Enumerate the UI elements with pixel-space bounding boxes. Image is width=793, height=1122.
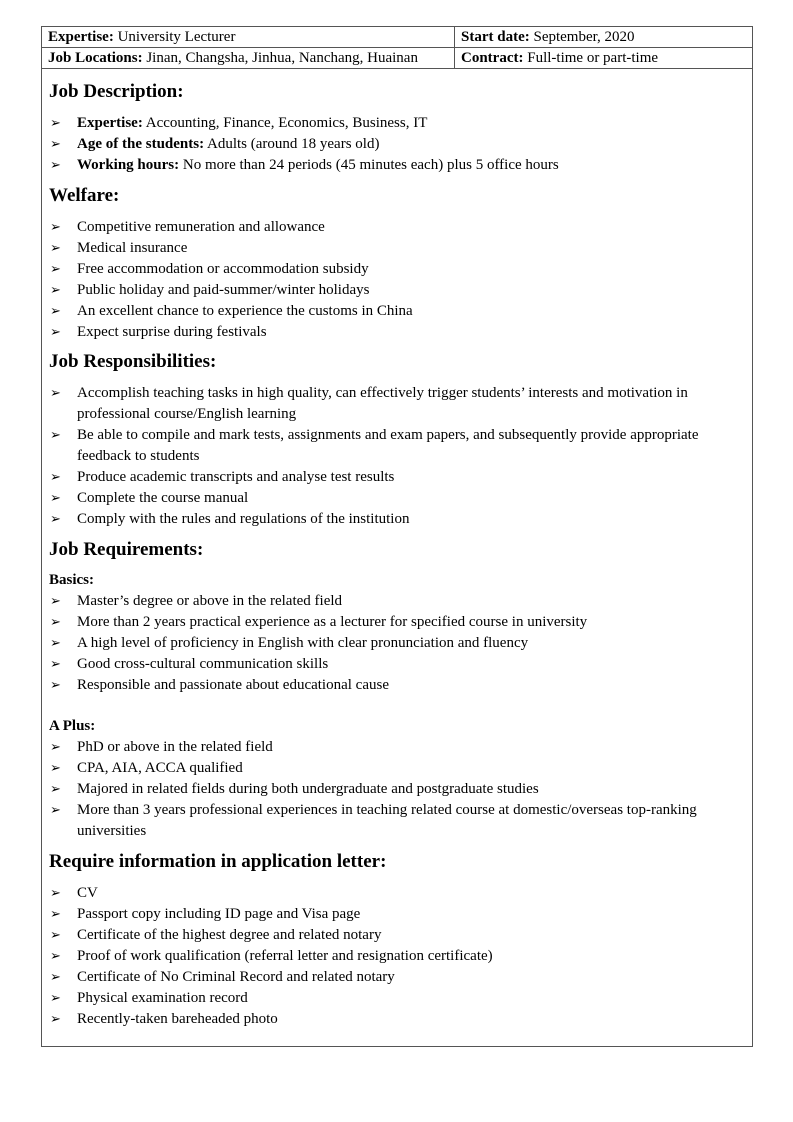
arrow-bullet-icon: ➢ bbox=[50, 594, 61, 609]
item-text: Certificate of the highest degree and related notary bbox=[77, 927, 382, 943]
job-locations-label: Job Locations: bbox=[48, 50, 143, 66]
arrow-bullet-icon: ➢ bbox=[50, 949, 61, 964]
contract-label: Contract: bbox=[461, 50, 524, 66]
item-text: Master’s degree or above in the related field bbox=[77, 593, 343, 609]
application-list bbox=[49, 883, 749, 1030]
arrow-bullet-icon: ➢ bbox=[50, 220, 61, 235]
application-heading: Require information in application letter: bbox=[49, 851, 387, 872]
contract-cell bbox=[455, 48, 752, 68]
application-section bbox=[49, 850, 749, 1030]
header-row-1 bbox=[42, 27, 752, 48]
arrow-bullet-icon: ➢ bbox=[50, 636, 61, 651]
item-text: Free accommodation or accommodation subsidy bbox=[77, 261, 369, 277]
job-description-list bbox=[49, 113, 749, 176]
item-text: Proof of work qualification (referral letter and resignation certificate) bbox=[77, 948, 493, 964]
item-text: Recently-taken bareheaded photo bbox=[77, 1011, 278, 1027]
list-item bbox=[49, 779, 749, 800]
list-item bbox=[49, 633, 749, 654]
arrow-bullet-icon: ➢ bbox=[50, 491, 61, 506]
plus-label: A Plus: bbox=[49, 718, 96, 734]
list-item bbox=[49, 301, 749, 322]
list-item bbox=[49, 259, 749, 280]
list-item bbox=[49, 238, 749, 259]
item-text: No more than 24 periods (45 minutes each) plus 5 office hours bbox=[179, 157, 559, 173]
basics-label: Basics: bbox=[49, 572, 94, 588]
job-description-section bbox=[49, 80, 749, 176]
item-text: Responsible and passionate about educational cause bbox=[77, 677, 389, 693]
arrow-bullet-icon: ➢ bbox=[50, 678, 61, 693]
list-item bbox=[49, 904, 749, 925]
arrow-bullet-icon: ➢ bbox=[50, 782, 61, 797]
item-text: Competitive remuneration and allowance bbox=[77, 219, 325, 235]
item-text: Produce academic transcripts and analyse test results bbox=[77, 469, 395, 485]
item-text: PhD or above in the related field bbox=[77, 739, 273, 755]
welfare-list bbox=[49, 217, 749, 343]
responsibilities-heading: Job Responsibilities: bbox=[49, 351, 217, 372]
list-item bbox=[49, 467, 749, 488]
arrow-bullet-icon: ➢ bbox=[50, 740, 61, 755]
arrow-bullet-icon: ➢ bbox=[50, 657, 61, 672]
job-description-heading: Job Description: bbox=[49, 81, 184, 102]
item-text: More than 2 years practical experience as a lecturer for specified course in university bbox=[77, 614, 588, 630]
item-label: Age of the students: bbox=[77, 136, 205, 152]
item-text: CPA, AIA, ACCA qualified bbox=[77, 760, 243, 776]
list-item bbox=[49, 488, 749, 509]
list-item bbox=[49, 800, 749, 842]
list-item bbox=[49, 155, 749, 176]
list-item bbox=[49, 280, 749, 301]
list-item bbox=[49, 988, 749, 1009]
start-date-cell bbox=[455, 27, 752, 47]
list-item bbox=[49, 134, 749, 155]
arrow-bullet-icon: ➢ bbox=[50, 325, 61, 340]
job-locations-value: Jinan, Changsha, Jinhua, Nanchang, Huainan bbox=[142, 50, 418, 66]
arrow-bullet-icon: ➢ bbox=[50, 928, 61, 943]
expertise-value: University Lecturer bbox=[113, 29, 236, 45]
item-text: An excellent chance to experience the customs in China bbox=[77, 303, 413, 319]
item-text: Accomplish teaching tasks in high quality, can effectively trigger students’ interests and motivation in professional course/English learning bbox=[77, 385, 688, 422]
requirements-section bbox=[49, 538, 749, 842]
list-item bbox=[49, 383, 749, 425]
item-text: Certificate of No Criminal Record and related notary bbox=[77, 969, 395, 985]
basics-list bbox=[49, 591, 749, 696]
list-item bbox=[49, 322, 749, 343]
item-text: Passport copy including ID page and Visa page bbox=[77, 906, 361, 922]
item-label: Expertise: bbox=[77, 115, 143, 131]
arrow-bullet-icon: ➢ bbox=[50, 615, 61, 630]
welfare-section bbox=[49, 184, 749, 343]
arrow-bullet-icon: ➢ bbox=[50, 241, 61, 256]
welfare-heading: Welfare: bbox=[49, 185, 120, 206]
item-text: CV bbox=[77, 885, 98, 901]
arrow-bullet-icon: ➢ bbox=[50, 470, 61, 485]
arrow-bullet-icon: ➢ bbox=[50, 116, 61, 131]
start-date-label: Start date: bbox=[461, 29, 530, 45]
expertise-label: Expertise: bbox=[48, 29, 114, 45]
expertise-cell bbox=[42, 27, 455, 47]
item-text: Public holiday and paid-summer/winter holidays bbox=[77, 282, 370, 298]
arrow-bullet-icon: ➢ bbox=[50, 886, 61, 901]
list-item bbox=[49, 509, 749, 530]
list-item bbox=[49, 883, 749, 904]
arrow-bullet-icon: ➢ bbox=[50, 761, 61, 776]
arrow-bullet-icon: ➢ bbox=[50, 970, 61, 985]
item-text: Be able to compile and mark tests, assignments and exam papers, and subsequently provide appropriate feedback to students bbox=[77, 427, 699, 464]
list-item bbox=[49, 675, 749, 696]
list-item bbox=[49, 425, 749, 467]
arrow-bullet-icon: ➢ bbox=[50, 304, 61, 319]
item-text: A high level of proficiency in English with clear pronunciation and fluency bbox=[77, 635, 529, 651]
arrow-bullet-icon: ➢ bbox=[50, 512, 61, 527]
header-row-2 bbox=[42, 48, 752, 69]
list-item bbox=[49, 758, 749, 779]
arrow-bullet-icon: ➢ bbox=[50, 283, 61, 298]
requirements-heading: Job Requirements: bbox=[49, 539, 204, 560]
item-text: Comply with the rules and regulations of the institution bbox=[77, 511, 410, 527]
arrow-bullet-icon: ➢ bbox=[50, 803, 61, 818]
job-locations-cell bbox=[42, 48, 455, 68]
item-text: Accounting, Finance, Economics, Business, IT bbox=[142, 115, 428, 131]
list-item bbox=[49, 113, 749, 134]
arrow-bullet-icon: ➢ bbox=[50, 137, 61, 152]
responsibilities-section bbox=[49, 350, 749, 530]
job-posting-frame bbox=[41, 26, 753, 1047]
arrow-bullet-icon: ➢ bbox=[50, 158, 61, 173]
responsibilities-list bbox=[49, 383, 749, 530]
item-text: Physical examination record bbox=[77, 990, 248, 1006]
arrow-bullet-icon: ➢ bbox=[50, 907, 61, 922]
arrow-bullet-icon: ➢ bbox=[50, 386, 61, 401]
arrow-bullet-icon: ➢ bbox=[50, 428, 61, 443]
contract-value: Full-time or part-time bbox=[523, 50, 659, 66]
item-text: More than 3 years professional experiences in teaching related course at domestic/overseas top-ranking universities bbox=[77, 802, 697, 839]
list-item bbox=[49, 217, 749, 238]
list-item bbox=[49, 591, 749, 612]
item-label: Working hours: bbox=[77, 157, 180, 173]
list-item bbox=[49, 612, 749, 633]
arrow-bullet-icon: ➢ bbox=[50, 1012, 61, 1027]
list-item bbox=[49, 737, 749, 758]
item-text: Expect surprise during festivals bbox=[77, 324, 267, 340]
item-text: Majored in related fields during both undergraduate and postgraduate studies bbox=[77, 781, 539, 797]
list-item bbox=[49, 967, 749, 988]
start-date-value: September, 2020 bbox=[529, 29, 635, 45]
list-item bbox=[49, 925, 749, 946]
arrow-bullet-icon: ➢ bbox=[50, 262, 61, 277]
plus-list bbox=[49, 737, 749, 842]
list-item bbox=[49, 654, 749, 675]
item-text: Complete the course manual bbox=[77, 490, 249, 506]
item-text: Adults (around 18 years old) bbox=[204, 136, 380, 152]
list-item bbox=[49, 1009, 749, 1030]
item-text: Good cross-cultural communication skills bbox=[77, 656, 329, 672]
list-item bbox=[49, 946, 749, 967]
arrow-bullet-icon: ➢ bbox=[50, 991, 61, 1006]
item-text: Medical insurance bbox=[77, 240, 188, 256]
